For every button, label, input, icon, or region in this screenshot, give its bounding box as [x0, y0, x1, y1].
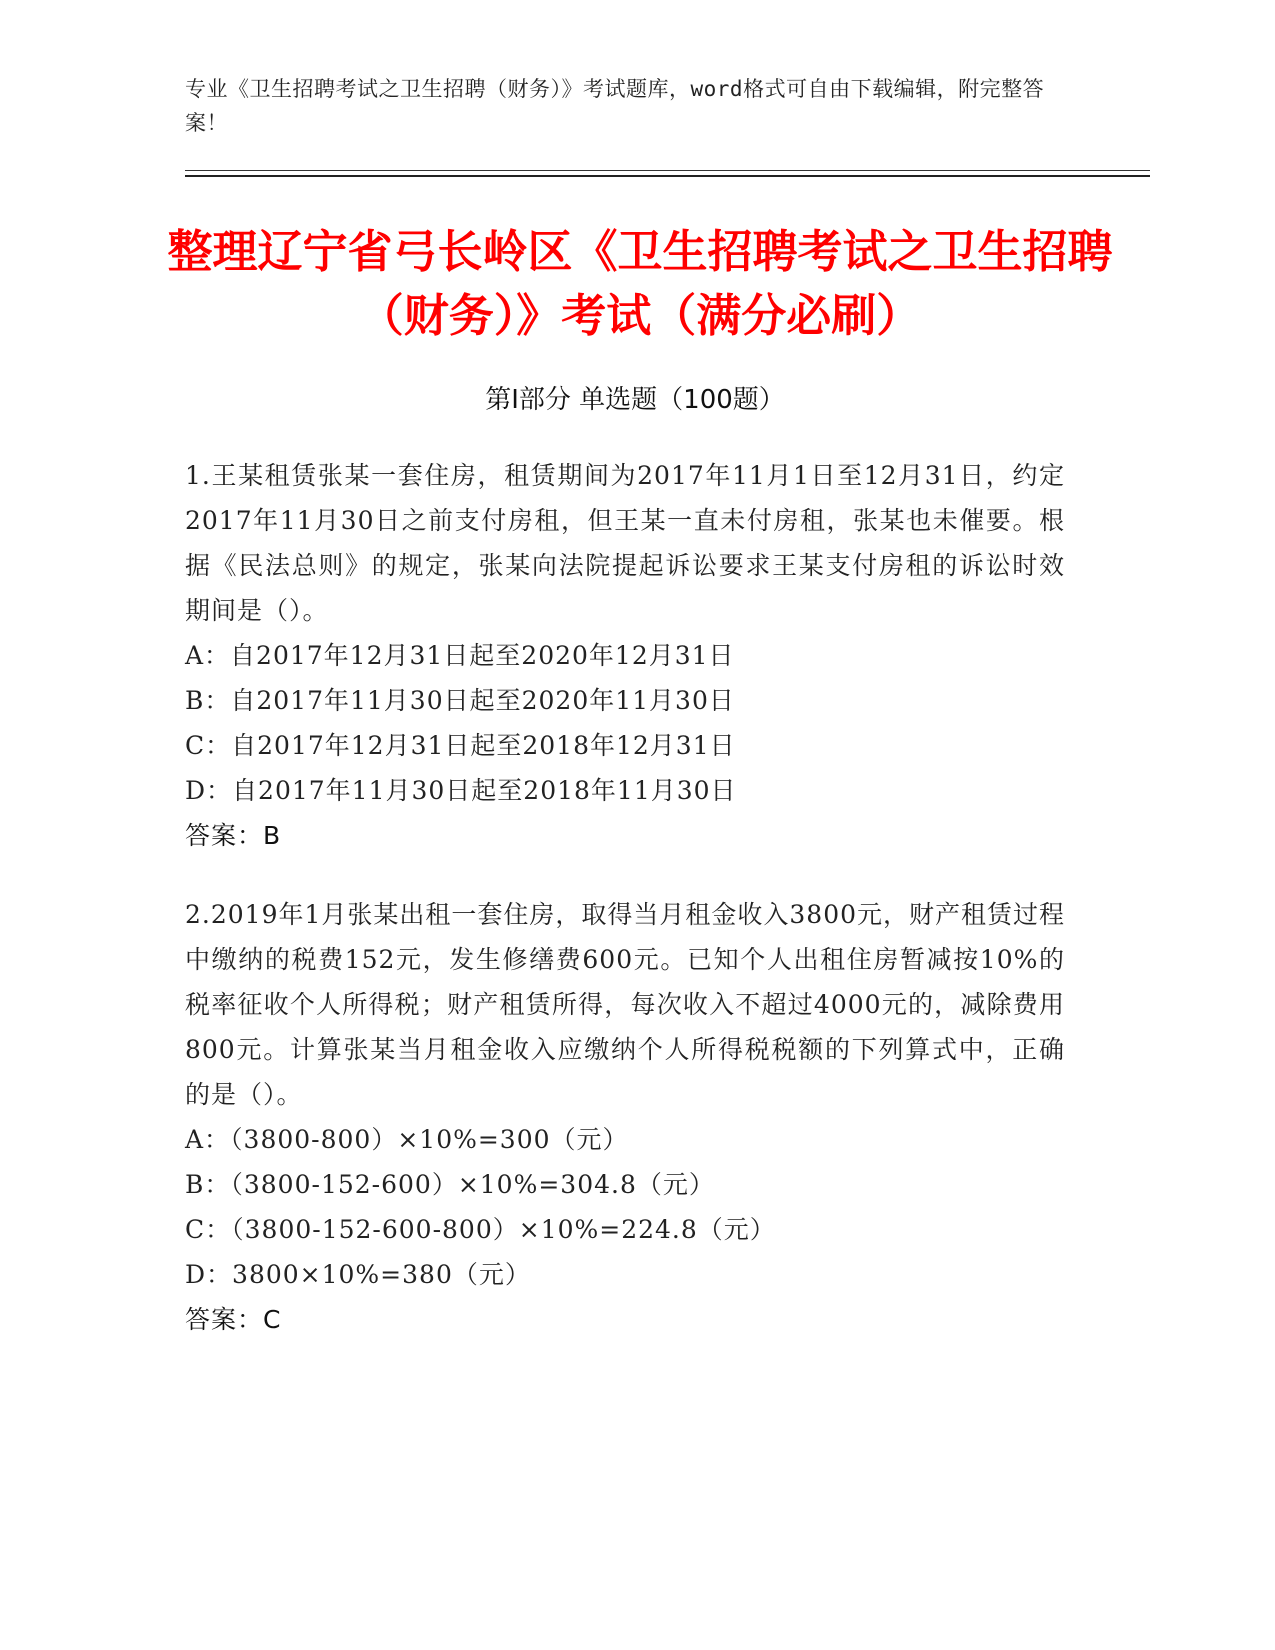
question-stem: 1.王某租赁张某一套住房，租赁期间为2017年11月1日至12月31日，约定2017年11月30日之前支付房租，但王某一直未付房租，张某也未催要。根据《民法总则》的规定，张某向法院提起诉讼要求王某支付房租的诉讼时效期间是（）。 [185, 461, 1065, 625]
question-stem: 2.2019年1月张某出租一套住房，取得当月租金收入3800元，财产租赁过程中缴纳的税费152元，发生修缮费600元。已知个人出租住房暂减按10%的税率征收个人所得税；财产租赁所得，每次收入不超过4000元的，减除费用800元。计算张某当月租金收入应缴纳个人所得税税额的下列算式中，正确的是（）。 [185, 900, 1066, 1109]
option-c: C：自2017年12月31日起至2018年12月31日 [185, 731, 736, 760]
option-a: A：自2017年12月31日起至2020年12月31日 [185, 641, 735, 670]
answer-text: 答案：C [185, 1305, 282, 1334]
header-rule-thin [185, 170, 1150, 171]
option-c: C：（3800-152-600-800）×10%=224.8（元） [185, 1215, 776, 1244]
option-a: A：（3800-800）×10%=300（元） [185, 1125, 629, 1154]
option-b: B：（3800-152-600）×10%=304.8（元） [185, 1170, 715, 1199]
section-title: 第Ⅰ部分 单选题（100题） [485, 385, 785, 415]
option-d: D：自2017年11月30日起至2018年11月30日 [185, 776, 737, 805]
question-2 [185, 892, 1065, 1342]
answer-text: 答案：B [185, 821, 282, 850]
header-rule-thick [185, 175, 1150, 177]
option-d: D：3800×10%=380（元） [185, 1260, 531, 1289]
question-1 [185, 453, 1065, 858]
header-note: 专业《卫生招聘考试之卫生招聘（财务）》考试题库，word格式可自由下载编辑，附完整答案！ [185, 77, 1045, 135]
option-b: B：自2017年11月30日起至2020年11月30日 [185, 686, 735, 715]
document-title: 整理辽宁省弓长岭区《卫生招聘考试之卫生招聘（财务）》考试（满分必刷） [167, 225, 1113, 342]
